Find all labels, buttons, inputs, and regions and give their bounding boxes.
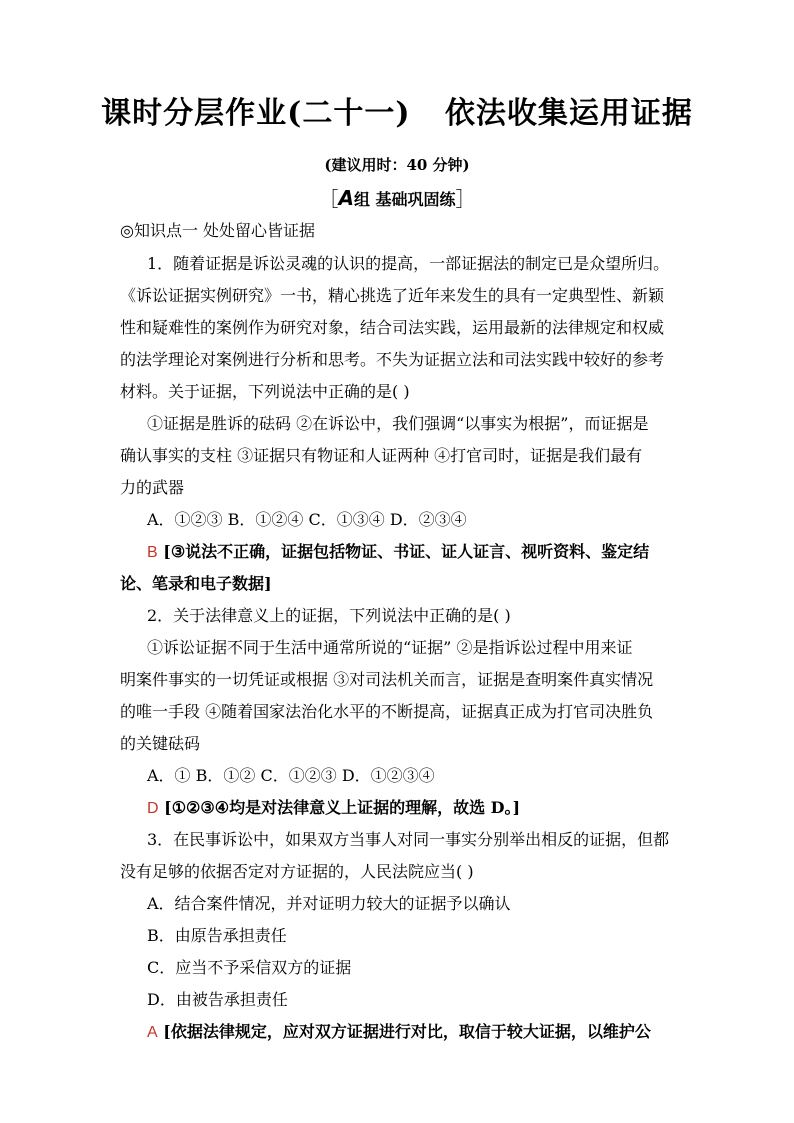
q3-stem-line-2: 没有足够的依据否定对方证据的，人民法院应当( ) (120, 862, 474, 881)
q2-answer-line (147, 797, 520, 820)
q1-stem-line-3: 性和疑难性的案例作为研究对象，结合司法实践，运用最新的法律规定和权威 (120, 318, 665, 337)
q3-answer-line (147, 1021, 651, 1044)
group-bracket-close: ］ (455, 187, 476, 211)
q1-statement-line-1: ①证据是胜诉的砝码 ②在诉讼中，我们强调“以事实为根据”，而证据是 (147, 414, 649, 433)
page-title: 课时分层作业(二十一) 依法收集运用证据 (101, 96, 693, 131)
q3-option-d: D．由被告承担责任 (147, 990, 288, 1009)
q3-answer-explanation: [依据法律规定，应对双方证据进行对比，取信于较大证据，以维护公 (157, 1022, 651, 1041)
q1-stem-line-2: 《诉讼证据实例研究》一书，精心挑选了近年来发生的具有一定典型性、新颖 (120, 286, 665, 305)
q1-stem-line-5: 材料。关于证据，下列说法中正确的是( ) (120, 382, 410, 401)
q3-option-c: C．应当不予采信双方的证据 (147, 958, 352, 977)
q2-answer-explanation: [①②③④均是对法律意义上证据的理解，故选 D。] (158, 798, 521, 817)
group-bracket-open: ［ (318, 187, 339, 211)
group-label: 组 基础巩固练 (353, 190, 456, 209)
q1-options: A．①②③ B．①②④ C．①③④ D．②③④ (147, 510, 467, 529)
q2-answer-letter: D (147, 800, 159, 817)
q3-answer-letter: A (147, 1024, 158, 1041)
q1-statement-line-3: 力的武器 (120, 478, 185, 497)
q1-answer-line-1 (147, 541, 649, 564)
q2-statement-line-4: 的关键砝码 (120, 734, 201, 753)
q1-answer-line-2: 论、笔录和电子数据] (120, 574, 272, 593)
q2-stem: 2．关于法律意义上的证据，下列说法中正确的是( ) (147, 606, 511, 625)
q1-answer-explanation: [③说法不正确，证据包括物证、书证、证人证言、视听资料、鉴定结 (157, 542, 650, 561)
q1-answer-letter: B (147, 544, 158, 561)
q2-statement-line-2: 明案件事实的一切凭证或根据 ③对司法机关而言，证据是查明案件真实情况 (120, 670, 654, 689)
q2-statement-line-3: 的唯一手段 ④随着国家法治化水平的不断提高，证据真正成为打官司决胜负 (120, 702, 654, 721)
q1-stem-line-1: 1．随着证据是诉讼灵魂的认识的提高，一部证据法的制定已是众望所归。 (147, 254, 670, 273)
q3-option-b: B．由原告承担责任 (147, 926, 287, 945)
q1-stem-line-4: 的法学理论对案例进行分析和思考。不失为证据立法和司法实践中较好的参考 (120, 350, 665, 369)
group-heading (0, 186, 794, 212)
q2-options: A．① B．①② C．①②③ D．①②③④ (147, 766, 435, 785)
q2-statement-line-1: ①诉讼证据不同于生活中通常所说的“证据” ②是指诉讼过程中用来证 (147, 638, 633, 657)
q3-stem-line-1: 3．在民事诉讼中，如果双方当事人对同一事实分别举出相反的证据，但都 (147, 830, 670, 849)
suggested-time: (建议用时：40 分钟) (324, 156, 470, 174)
q3-option-a: A．结合案件情况，并对证明力较大的证据予以确认 (147, 894, 511, 913)
group-letter: A (338, 186, 354, 210)
section-heading: ◎知识点一 处处留心皆证据 (120, 221, 316, 240)
q1-statement-line-2: 确认事实的支柱 ③证据只有物证和人证两种 ④打官司时，证据是我们最有 (120, 446, 643, 465)
